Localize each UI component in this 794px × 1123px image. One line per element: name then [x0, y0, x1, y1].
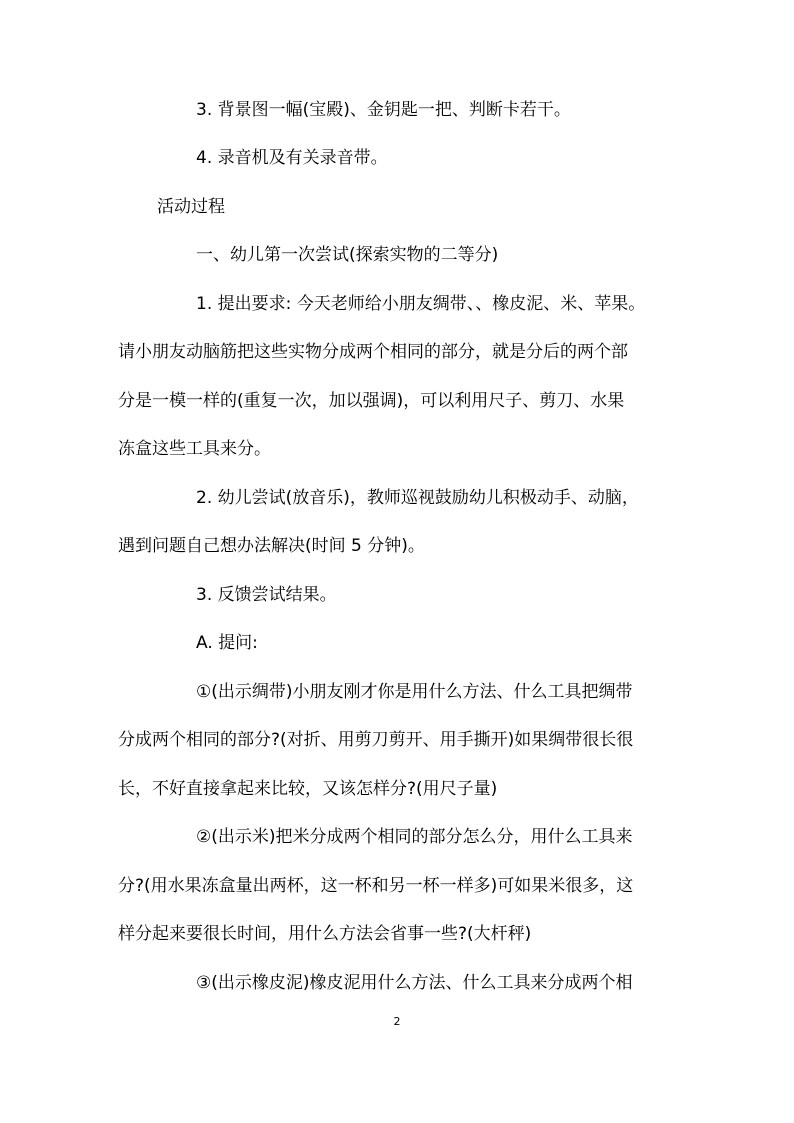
text-line: ①(出示绸带)小朋友刚才你是用什么方法、什么工具把绸带	[196, 682, 633, 702]
text-line: A. 提问:	[196, 633, 258, 653]
text-line: ②(出示米)把米分成两个相同的部分怎么分，用什么工具来	[196, 827, 633, 847]
text-line: ③(出示橡皮泥)橡皮泥用什么方法、什么工具来分成两个相	[196, 973, 633, 993]
text-line: 3. 反馈尝试结果。	[196, 585, 337, 605]
text-line: 分是一模一样的(重复一次，加以强调)，可以利用尺子、剪刀、水果	[118, 391, 625, 411]
text-line: 分?(用水果冻盒量出两杯，这一杯和另一杯一样多)可如果米很多，这	[118, 876, 634, 896]
text-line: 分成两个相同的部分?(对折、用剪刀剪开、用手撕开)如果绸带很长很	[118, 730, 634, 750]
text-line: 冻盒这些工具来分。	[118, 439, 271, 459]
text-line: 一、幼儿第一次尝试(探索实物的二等分)	[196, 245, 499, 265]
text-line: 长，不好直接拿起来比较，又该怎样分?(用尺子量)	[118, 779, 498, 799]
text-line: 3. 背景图一幅(宝殿)、金钥匙一把、判断卡若干。	[196, 100, 571, 120]
text-line: 4. 录音机及有关录音带。	[196, 148, 388, 168]
section-heading: 活动过程	[157, 197, 225, 217]
text-line: 2. 幼儿尝试(放音乐)，教师巡视鼓励幼儿积极动手、动脑，	[196, 488, 639, 508]
text-line: 1. 提出要求: 今天老师给小朋友绸带、、橡皮泥、米、苹果。	[196, 294, 646, 314]
text-line: 样分起来要很长时间，用什么方法会省事一些?(大杆秤)	[118, 924, 532, 944]
text-line: 请小朋友动脑筋把这些实物分成两个相同的部分，就是分后的两个部	[118, 342, 628, 362]
text-line: 遇到问题自己想办法解决(时间 5 分钟)。	[118, 536, 425, 556]
page-number: 2	[393, 1015, 401, 1028]
